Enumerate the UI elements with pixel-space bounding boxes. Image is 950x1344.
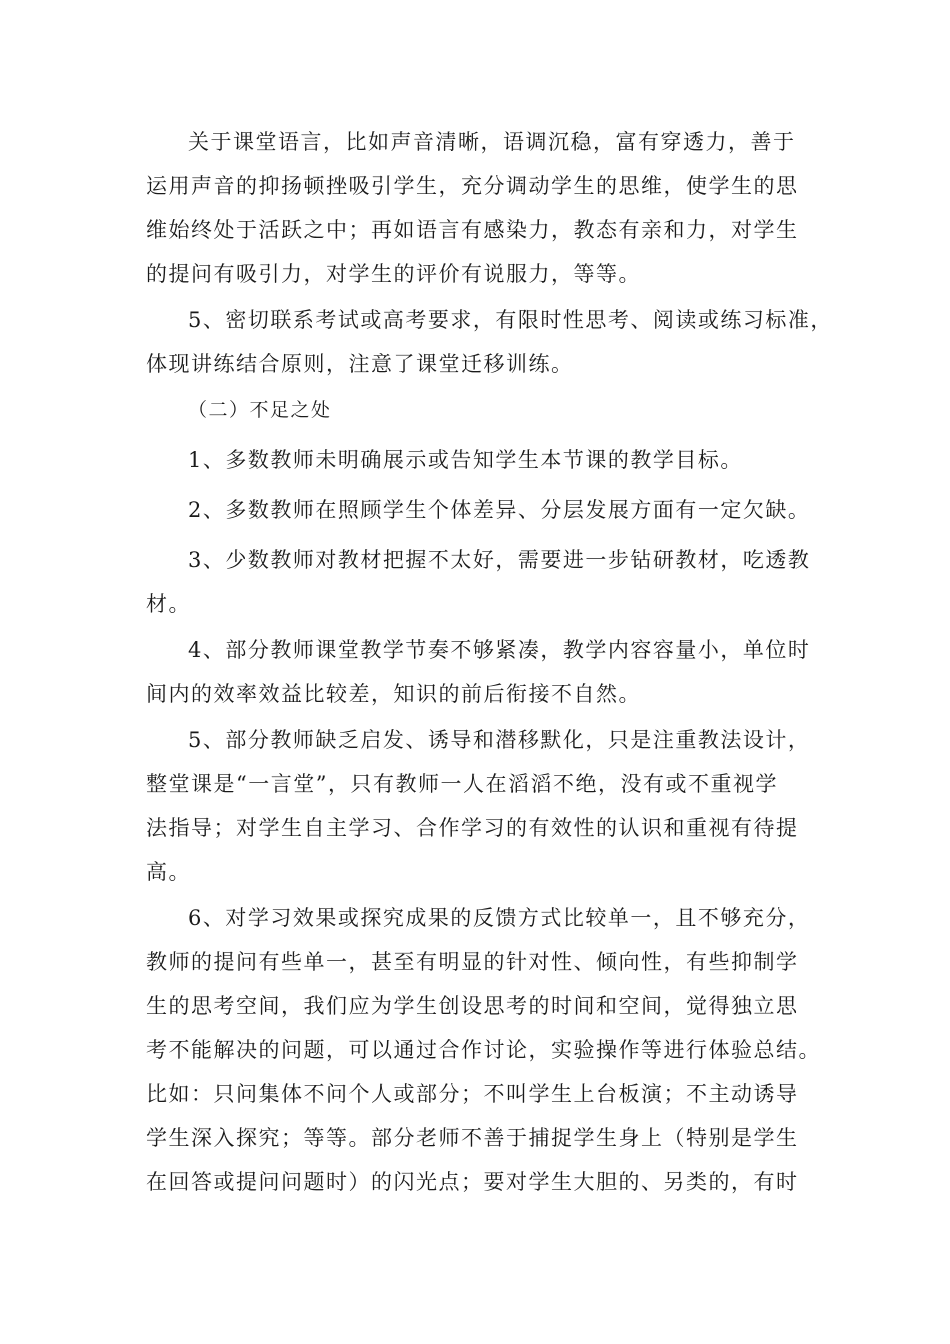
paragraph-shortcoming-6 <box>146 896 821 1204</box>
text-line: 生的思考空间，我们应为学生创设思考的时间和空间，觉得独立思 <box>146 994 799 1018</box>
text-line: 2、多数教师在照顾学生个体差异、分层发展方面有一定欠缺。 <box>188 498 811 522</box>
text-line: 在回答或提问问题时）的闪光点；要对学生大胆的、另类的，有时 <box>146 1170 799 1194</box>
paragraph-shortcoming-1 <box>146 438 816 482</box>
text-line: 5、部分教师缺乏启发、诱导和潜移默化，只是注重教法设计， <box>188 728 811 752</box>
text-line: 运用声音的抑扬顿挫吸引学生，充分调动学生的思维，使学生的思 <box>146 174 799 198</box>
text-line: 维始终处于活跃之中；再如语言有感染力，教态有亲和力，对学生 <box>146 218 799 242</box>
text-line: 比如：只问集体不问个人或部分；不叫学生上台板演；不主动诱导 <box>146 1082 799 1106</box>
paragraph-shortcoming-2 <box>146 488 816 532</box>
text-line: 考不能解决的问题，可以通过合作讨论，实验操作等进行体验总结。 <box>146 1038 821 1062</box>
section-heading-text: （二）不足之处 <box>188 399 332 421</box>
section-heading-shortcomings <box>146 388 816 432</box>
text-line: 学生深入探究；等等。部分老师不善于捕捉学生身上（特别是学生 <box>146 1126 799 1150</box>
paragraph-shortcoming-3 <box>146 538 816 626</box>
text-line: 1、多数教师未明确展示或告知学生本节课的教学目标。 <box>188 448 743 472</box>
text-line: 体现讲练结合原则，注意了课堂迁移训练。 <box>146 352 574 376</box>
paragraph-shortcoming-5 <box>146 718 816 894</box>
text-line: 4、部分教师课堂教学节奏不够紧凑，教学内容容量小，单位时 <box>188 638 811 662</box>
paragraph-classroom-language <box>146 120 816 296</box>
text-line: 教师的提问有些单一，甚至有明显的针对性、倾向性，有些抑制学 <box>146 950 799 974</box>
text-line: 关于课堂语言，比如声音清晰，语调沉稳，富有穿透力，善于 <box>188 130 796 154</box>
paragraph-item-5-exam-link <box>146 298 833 386</box>
text-line: 6、对学习效果或探究成果的反馈方式比较单一，且不够充分， <box>188 906 811 930</box>
text-line: 间内的效率效益比较差，知识的前后衔接不自然。 <box>146 682 641 706</box>
text-line: 法指导；对学生自主学习、合作学习的有效性的认识和重视有待提 <box>146 816 799 840</box>
text-line: 整堂课是“一言堂”，只有教师一人在滔滔不绝，没有或不重视学 <box>146 772 778 796</box>
paragraph-shortcoming-4 <box>146 628 816 716</box>
text-line: 3、少数教师对教材把握不太好，需要进一步钻研教材，吃透教 <box>188 548 811 572</box>
text-line: 的提问有吸引力，对学生的评价有说服力，等等。 <box>146 262 641 286</box>
text-line: 材。 <box>146 592 191 616</box>
text-line: 高。 <box>146 860 191 884</box>
text-line: 5、密切联系考试或高考要求，有限时性思考、阅读或练习标准， <box>188 308 833 332</box>
